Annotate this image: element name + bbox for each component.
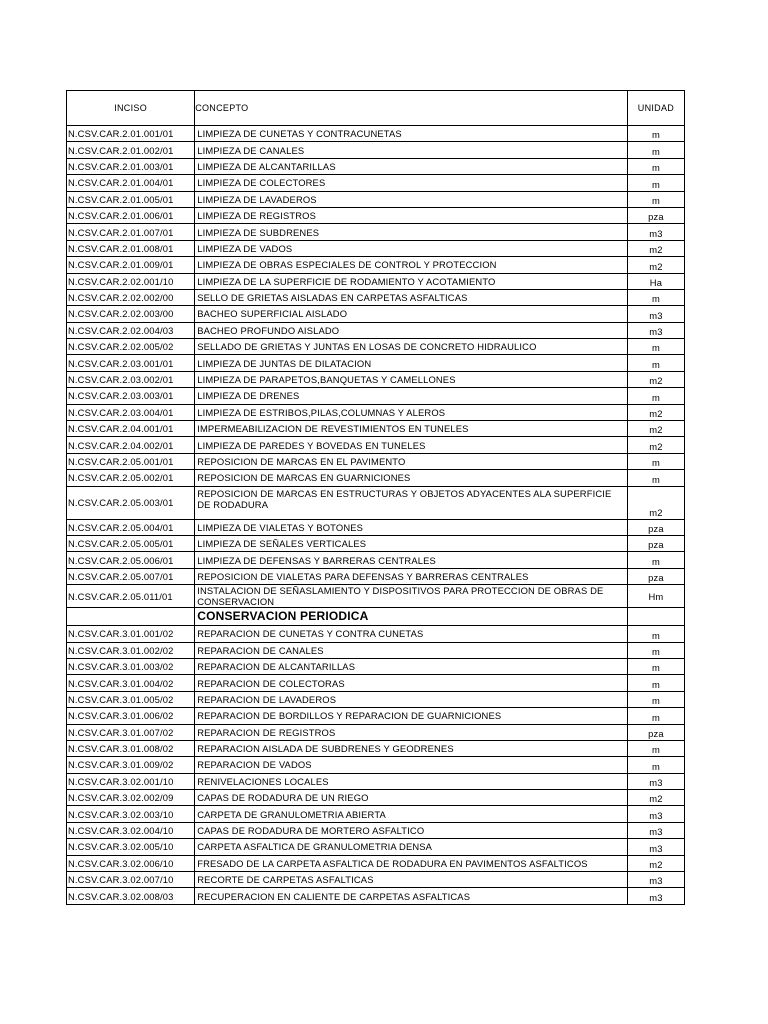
table-row [67,355,685,371]
row-concept: REPOSICION DE MARCAS EN EL PAVIMENTO [195,453,628,469]
table-row [67,437,685,453]
row-unit: m2 [627,421,684,437]
header-unidad: UNIDAD [627,91,684,126]
table-row [67,257,685,273]
row-unit: m2 [627,240,684,256]
table-row [67,158,685,174]
table-row [67,675,685,691]
row-unit: m [627,158,684,174]
row-unit: pza [627,207,684,223]
table-row [67,552,685,568]
row-unit: pza [627,724,684,740]
row-concept: LIMPIEZA DE PARAPETOS,BANQUETAS Y CAMELLONES [195,371,628,387]
table-row [67,470,685,486]
row-unit: pza [627,568,684,584]
row-code: N.CSV.CAR.2.01.008/01 [67,240,195,256]
row-code: N.CSV.CAR.3.02.001/10 [67,773,195,789]
row-unit: m [627,691,684,707]
row-unit: m [627,339,684,355]
table-row [67,535,685,551]
table-row [67,289,685,305]
row-unit: m [627,470,684,486]
row-concept: IMPERMEABILIZACION DE REVESTIMIENTOS EN TUNELES [195,421,628,437]
row-unit: m3 [627,888,684,904]
row-code: N.CSV.CAR.3.02.007/10 [67,872,195,888]
header-row [67,91,685,126]
table-row [67,453,685,469]
table-row [67,839,685,855]
row-unit: pza [627,535,684,551]
row-concept: RECORTE DE CARPETAS ASFALTICAS [195,872,628,888]
table-row [67,404,685,420]
row-code: N.CSV.CAR.3.02.004/10 [67,822,195,838]
table-row [67,585,685,608]
row-unit: m3 [627,322,684,338]
row-unit: m [627,757,684,773]
row-unit: m2 [627,371,684,387]
row-concept: CAPAS DE RODADURA DE UN RIEGO [195,790,628,806]
row-unit: m2 [627,437,684,453]
row-concept: LIMPIEZA DE CANALES [195,142,628,158]
row-concept: REPOSICION DE MARCAS EN GUARNICIONES [195,470,628,486]
row-concept: LIMPIEZA DE REGISTROS [195,207,628,223]
row-concept: REPARACION DE LAVADEROS [195,691,628,707]
row-unit: m [627,642,684,658]
row-code: N.CSV.CAR.3.01.006/02 [67,708,195,724]
table-row [67,888,685,904]
row-concept: LIMPIEZA DE DRENES [195,388,628,404]
table-row [67,486,685,519]
row-code: N.CSV.CAR.2.01.001/01 [67,126,195,142]
table-row [67,740,685,756]
table-row [67,757,685,773]
row-code: N.CSV.CAR.3.01.008/02 [67,740,195,756]
table-row [67,642,685,658]
row-code: N.CSV.CAR.3.02.006/10 [67,855,195,871]
row-unit: m [627,388,684,404]
row-unit: m [627,626,684,642]
row-concept: LIMPIEZA DE VADOS [195,240,628,256]
table-row [67,691,685,707]
row-unit: m [627,675,684,691]
row-unit: m [627,126,684,142]
row-code: N.CSV.CAR.2.03.002/01 [67,371,195,387]
row-concept: REPARACION DE VADOS [195,757,628,773]
table-row [67,568,685,584]
row-concept: REPARACION DE CUNETAS Y CONTRA CUNETAS [195,626,628,642]
row-unit: m [627,740,684,756]
table-row [67,322,685,338]
row-unit: m2 [627,790,684,806]
section-unit-cell [627,608,684,626]
row-concept: LIMPIEZA DE OBRAS ESPECIALES DE CONTROL Y PROTECCION [195,257,628,273]
row-concept: LIMPIEZA DE ESTRIBOS,PILAS,COLUMNAS Y ALEROS [195,404,628,420]
row-code: N.CSV.CAR.2.03.004/01 [67,404,195,420]
row-unit: m [627,289,684,305]
row-unit: m3 [627,872,684,888]
row-concept: FRESADO DE LA CARPETA ASFALTICA DE RODADURA EN PAVIMENTOS ASFALTICOS [195,855,628,871]
table-row [67,175,685,191]
row-unit: m [627,552,684,568]
row-code: N.CSV.CAR.2.02.004/03 [67,322,195,338]
table-row [67,822,685,838]
row-concept: RENIVELACIONES LOCALES [195,773,628,789]
section-row [67,608,685,626]
row-unit: m [627,658,684,674]
table-row [67,371,685,387]
row-code: N.CSV.CAR.2.01.009/01 [67,257,195,273]
header-concepto: CONCEPTO [195,91,628,126]
row-code: N.CSV.CAR.2.01.003/01 [67,158,195,174]
table-row [67,388,685,404]
row-code: N.CSV.CAR.2.05.001/01 [67,453,195,469]
row-code: N.CSV.CAR.2.01.006/01 [67,207,195,223]
row-code: N.CSV.CAR.2.05.006/01 [67,552,195,568]
table-row [67,126,685,142]
row-concept: LIMPIEZA DE CUNETAS Y CONTRACUNETAS [195,126,628,142]
row-code: N.CSV.CAR.3.02.008/03 [67,888,195,904]
table-row [67,708,685,724]
table-body [67,126,685,905]
row-code: N.CSV.CAR.2.04.001/01 [67,421,195,437]
row-code: N.CSV.CAR.2.02.003/00 [67,306,195,322]
row-code: N.CSV.CAR.3.01.009/02 [67,757,195,773]
row-unit: m3 [627,773,684,789]
row-unit: m3 [627,806,684,822]
table-row [67,773,685,789]
row-code: N.CSV.CAR.2.03.003/01 [67,388,195,404]
row-unit: m3 [627,839,684,855]
row-concept: BACHEO PROFUNDO AISLADO [195,322,628,338]
row-code: N.CSV.CAR.2.05.007/01 [67,568,195,584]
row-code: N.CSV.CAR.3.01.003/02 [67,658,195,674]
section-code-cell [67,608,195,626]
row-concept: REPARACION AISLADA DE SUBDRENES Y GEODRENES [195,740,628,756]
table-row [67,142,685,158]
row-concept: LIMPIEZA DE COLECTORES [195,175,628,191]
row-code: N.CSV.CAR.2.05.011/01 [67,585,195,608]
row-concept: SELLADO DE GRIETAS Y JUNTAS EN LOSAS DE CONCRETO HIDRAULICO [195,339,628,355]
row-code: N.CSV.CAR.2.01.007/01 [67,224,195,240]
row-code: N.CSV.CAR.3.02.005/10 [67,839,195,855]
row-concept: INSTALACION DE SEÑASLAMIENTO Y DISPOSITIVOS PARA PROTECCION DE OBRAS DE CONSERVACION [195,585,628,608]
row-concept: LIMPIEZA DE SEÑALES VERTICALES [195,535,628,551]
row-code: N.CSV.CAR.3.01.007/02 [67,724,195,740]
row-unit: m [627,191,684,207]
row-unit: m2 [627,486,684,519]
row-code: N.CSV.CAR.3.01.002/02 [67,642,195,658]
row-code: N.CSV.CAR.2.02.001/10 [67,273,195,289]
row-code: N.CSV.CAR.3.01.001/02 [67,626,195,642]
row-unit: Ha [627,273,684,289]
row-concept: CARPETA DE GRANULOMETRIA ABIERTA [195,806,628,822]
row-unit: m [627,142,684,158]
row-concept: LIMPIEZA DE LAVADEROS [195,191,628,207]
row-concept: REPARACION DE REGISTROS [195,724,628,740]
row-concept: CARPETA ASFALTICA DE GRANULOMETRIA DENSA [195,839,628,855]
row-code: N.CSV.CAR.2.03.001/01 [67,355,195,371]
row-unit: m2 [627,404,684,420]
row-unit: m [627,355,684,371]
row-code: N.CSV.CAR.2.01.005/01 [67,191,195,207]
table-row [67,519,685,535]
row-concept: REPARACION DE CANALES [195,642,628,658]
row-unit: pza [627,519,684,535]
table-row [67,790,685,806]
row-concept: LIMPIEZA DE DEFENSAS Y BARRERAS CENTRALES [195,552,628,568]
row-concept: LIMPIEZA DE VIALETAS Y BOTONES [195,519,628,535]
table-row [67,224,685,240]
row-code: N.CSV.CAR.2.05.004/01 [67,519,195,535]
concepts-table [66,90,685,905]
row-code: N.CSV.CAR.2.01.004/01 [67,175,195,191]
table-row [67,273,685,289]
table-row [67,240,685,256]
table-row [67,339,685,355]
row-concept: REPOSICION DE MARCAS EN ESTRUCTURAS Y OBJETOS ADYACENTES ALA SUPERFICIE DE RODADURA [195,486,628,519]
row-code: N.CSV.CAR.2.04.002/01 [67,437,195,453]
row-code: N.CSV.CAR.2.05.002/01 [67,470,195,486]
table-row [67,207,685,223]
row-concept: REPARACION DE BORDILLOS Y REPARACION DE GUARNICIONES [195,708,628,724]
row-code: N.CSV.CAR.2.05.005/01 [67,535,195,551]
row-concept: LIMPIEZA DE LA SUPERFICIE DE RODAMIENTO Y ACOTAMIENTO [195,273,628,289]
table-row [67,855,685,871]
row-unit: m3 [627,224,684,240]
row-code: N.CSV.CAR.3.01.005/02 [67,691,195,707]
table-row [67,724,685,740]
row-concept: REPARACION DE ALCANTARILLAS [195,658,628,674]
header-inciso: INCISO [67,91,195,126]
row-concept: REPOSICION DE VIALETAS PARA DEFENSAS Y BARRERAS CENTRALES [195,568,628,584]
row-code: N.CSV.CAR.3.02.002/09 [67,790,195,806]
row-concept: LIMPIEZA DE SUBDRENES [195,224,628,240]
table-row [67,806,685,822]
table-row [67,421,685,437]
row-code: N.CSV.CAR.2.05.003/01 [67,486,195,519]
row-unit: m2 [627,257,684,273]
row-unit: m [627,175,684,191]
row-unit: m3 [627,822,684,838]
row-concept: LIMPIEZA DE ALCANTARILLAS [195,158,628,174]
row-concept: RECUPERACION EN CALIENTE DE CARPETAS ASFALTICAS [195,888,628,904]
row-concept: REPARACION DE COLECTORAS [195,675,628,691]
row-concept: LIMPIEZA DE PAREDES Y BOVEDAS EN TUNELES [195,437,628,453]
row-unit: m [627,708,684,724]
table-row [67,872,685,888]
row-concept: BACHEO SUPERFICIAL AISLADO [195,306,628,322]
table-row [67,626,685,642]
table-row [67,658,685,674]
row-code: N.CSV.CAR.2.02.002/00 [67,289,195,305]
row-concept: CAPAS DE RODADURA DE MORTERO ASFALTICO [195,822,628,838]
table-row [67,306,685,322]
row-concept: SELLO DE GRIETAS AISLADAS EN CARPETAS ASFALTICAS [195,289,628,305]
row-code: N.CSV.CAR.2.02.005/02 [67,339,195,355]
row-code: N.CSV.CAR.3.01.004/02 [67,675,195,691]
section-title: CONSERVACION PERIODICA [195,608,628,626]
row-unit: m3 [627,306,684,322]
row-unit: m2 [627,855,684,871]
row-unit: m [627,453,684,469]
row-concept: LIMPIEZA DE JUNTAS DE DILATACION [195,355,628,371]
table-row [67,191,685,207]
row-code: N.CSV.CAR.2.01.002/01 [67,142,195,158]
row-code: N.CSV.CAR.3.02.003/10 [67,806,195,822]
row-unit: Hm [627,585,684,608]
